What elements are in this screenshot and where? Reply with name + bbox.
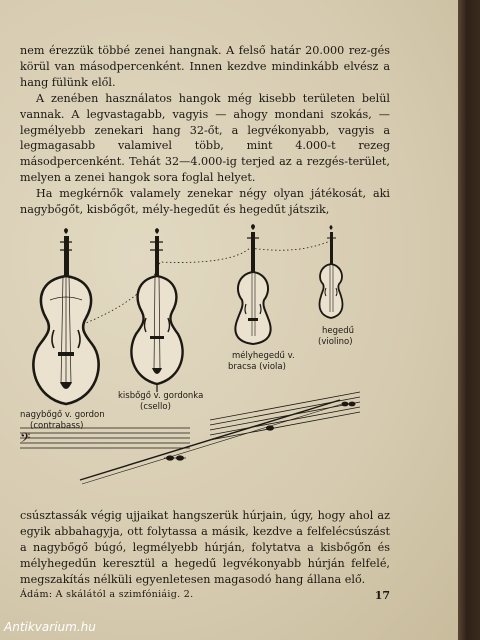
bottom-text-block [20,508,390,588]
note-icon [349,402,356,407]
watermark: Antikvarium.hu [4,620,96,634]
running-title: Ádám: A skálától a szimfóniáig. 2. [20,589,194,600]
paragraph: A zenében használatos hangok még kisebb területen belül vannak. A legvastagabb, vagyis — ahogy mondani szokás, — legmélyebb zenekari hang 32-őt, a legvékonyabb, vagyis a legmagasabb valamivel több, mint 4.000-t rezeg másodpercenként. Tehát 32—4.000-ig terjed az a rezgés-terület, melyen a zenei hangok sora foglal helyet. [20,91,390,185]
viola-drawing [228,224,295,372]
instrument-label: kisbőgő v. gordonka [118,391,204,401]
instrument-label: nagybőgő v. gordon [20,410,105,420]
paragraph: csúsztassák végig ujjaikat hangszerük húrjain, úgy, hogy ahol az egyik abbahagyja, ott folytassa a másik, kezdve a felfelécsúszást a nagybőgő búgó, legmélyebb húrján, folytatva a kisbőgőn és mélyhegedűn keresztül a hegedű legvékonyabb húrján felfelé, megszakítás nélküli egyenletesen magasodó hang állana elő. [20,509,390,586]
note-icon [342,402,349,407]
note-icon [266,425,274,430]
book-spine-shadow [458,0,480,640]
double-bass-drawing [20,228,105,431]
instrument-label: (contrabass) [30,421,84,431]
instrument-label: (csello) [140,402,171,412]
cello-drawing [118,228,203,412]
page-number: 17 [374,589,390,602]
instrument-label: hegedű [322,326,355,336]
page-footer [20,589,390,600]
bass-clef-icon: 𝄢 [20,430,31,449]
instrument-label: (violino) [318,337,353,347]
paragraph: nem érezzük többé zenei hangnak. A felső határ 20.000 rez-gés körül van másodpercenként. Innen kezdve mindinkább elvész a hang fülünk elől. [20,44,390,89]
instrument-label: mélyhegedű v. [232,351,295,361]
instrument-label: bracsa (viola) [228,362,286,372]
glissando-staff [20,392,360,484]
paragraph: Ha megkérnők valamely zenekar négy olyan játékosát, aki nagybőgőt, kisbőgőt, mély-hegedűt és hegedűt játszik, [20,187,390,217]
